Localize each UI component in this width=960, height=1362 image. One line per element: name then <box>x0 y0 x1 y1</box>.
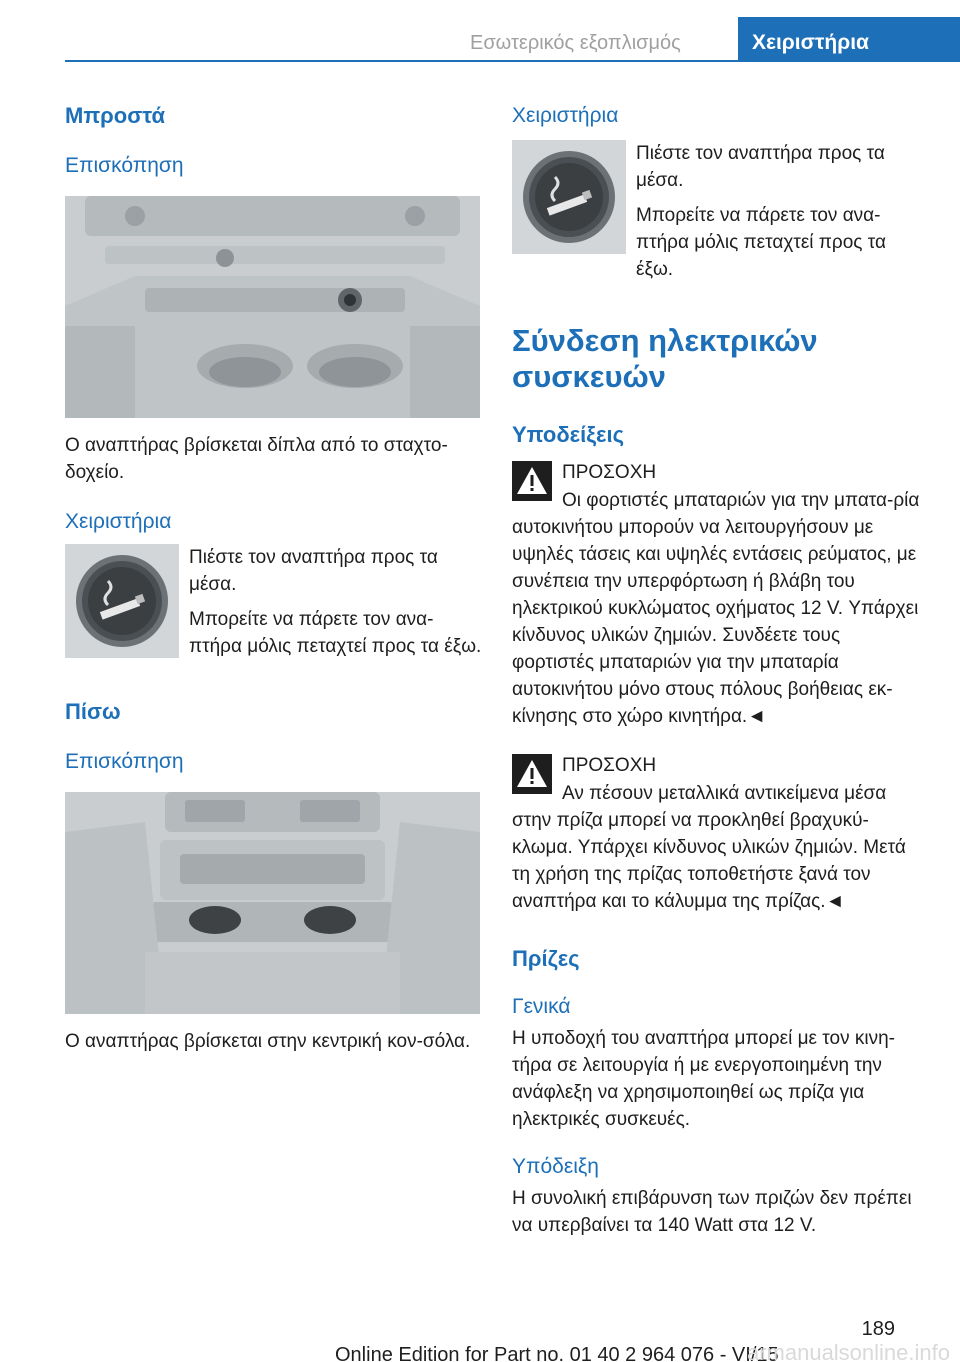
front-heading: Μπροστά <box>65 103 165 128</box>
rear-overview-heading: Επισκόπηση <box>65 750 184 773</box>
controls-text-right-2: Μπορείτε να πάρετε τον ανα-πτήρα μόλις πεταχτεί προς τα έξω. <box>636 205 886 280</box>
front-console-illustration <box>65 196 480 418</box>
sockets-heading: Πρίζες <box>512 946 580 971</box>
notes-heading: Υποδείξεις <box>512 422 625 447</box>
warning-1 <box>512 459 927 730</box>
watermark: armanualsonline.info <box>746 1340 950 1362</box>
controls-heading-right: Χειριστήρια <box>512 104 619 127</box>
general-text: Η υποδοχή του αναπτήρα μπορεί με τον κινη-τήρα σε λειτουργία ή με ενεργοποιημένη την ανάφλεξη να χρησιμοποιηθεί ως πρίζα για ηλεκτρικές συσκευές. <box>512 1028 895 1130</box>
controls-text-left-1: Πιέστε τον αναπτήρα προς τα μέσα. <box>189 547 438 595</box>
lighter-icon <box>65 544 179 658</box>
header-section-title: Εσωτερικός εξοπλισμός <box>470 32 681 54</box>
header-chapter-tab: Χειριστήρια <box>738 17 960 62</box>
left-column <box>65 100 485 1055</box>
front-overview-heading: Επισκόπηση <box>65 154 184 177</box>
general-heading: Γενικά <box>512 995 571 1018</box>
warning-triangle-icon <box>512 754 552 794</box>
page-number: 189 <box>861 1318 895 1340</box>
header-rule <box>65 60 960 62</box>
right-column <box>512 100 927 1239</box>
controls-text-right <box>636 140 927 283</box>
controls-block-right <box>512 140 927 283</box>
controls-text-right-1: Πιέστε τον αναπτήρα προς τα μέσα. <box>636 143 885 191</box>
section-title: Σύνδεση ηλεκτρικών συσκευών <box>512 323 818 394</box>
controls-text-left-2: Μπορείτε να πάρετε τον ανα-πτήρα μόλις πεταχτεί προς τα έξω. <box>189 609 482 657</box>
controls-block-left <box>65 544 485 660</box>
rear-console-illustration <box>65 792 480 1014</box>
warning-2 <box>512 752 927 915</box>
warning-2-label: ΠΡΟΣΟΧΗ <box>562 755 657 776</box>
lighter-icon <box>512 140 626 254</box>
hint-heading: Υπόδειξη <box>512 1155 599 1178</box>
warning-1-text: Οι φορτιστές μπαταριών για την μπατα-ρία αυτοκινήτου μπορούν να λειτουργήσουν με υψηλές τάσεις και υψηλές εντάσεις ρεύματος, με συνέπεια την υπερφόρτωση ή βλάβη του ηλεκτρικού κυκλώματος οχήματος 12 V. Υπάρχει κίνδυνος υλικών ζημιών. Συνδέετε τους φορτιστές μπαταριών για την μπαταρία αυτοκινήτου μόνο στους πόλους βοήθειας εκ-κίνησης στο χώρο κινητήρα.◄ <box>512 490 920 727</box>
controls-text-left <box>189 544 485 660</box>
rear-heading: Πίσω <box>65 699 121 724</box>
front-caption: Ο αναπτήρας βρίσκεται δίπλα από το σταχτο-δοχείο. <box>65 435 448 483</box>
edition-line: Online Edition for Part no. 01 40 2 964 076 - VI/15 <box>335 1344 779 1362</box>
warning-2-text: Αν πέσουν μεταλλικά αντικείμενα μέσα στην πρίζα μπορεί να προκληθεί βραχυκύ-κλωμα. Υπάρχει κίνδυνος υλικών ζημιών. Μετά τη χρήση της πρίζας τοποθετήστε ξανά τον αναπτήρα και το κάλυμμα της πρίζας.◄ <box>512 783 906 912</box>
warning-triangle-icon <box>512 461 552 501</box>
warning-1-label: ΠΡΟΣΟΧΗ <box>562 462 657 483</box>
rear-caption: Ο αναπτήρας βρίσκεται στην κεντρική κον-σόλα. <box>65 1031 471 1052</box>
controls-heading-left: Χειριστήρια <box>65 510 172 533</box>
page-header <box>0 0 960 62</box>
hint-text: Η συνολική επιβάρυνση των πριζών δεν πρέπει να υπερβαίνει τα 140 Watt στα 12 V. <box>512 1188 912 1236</box>
